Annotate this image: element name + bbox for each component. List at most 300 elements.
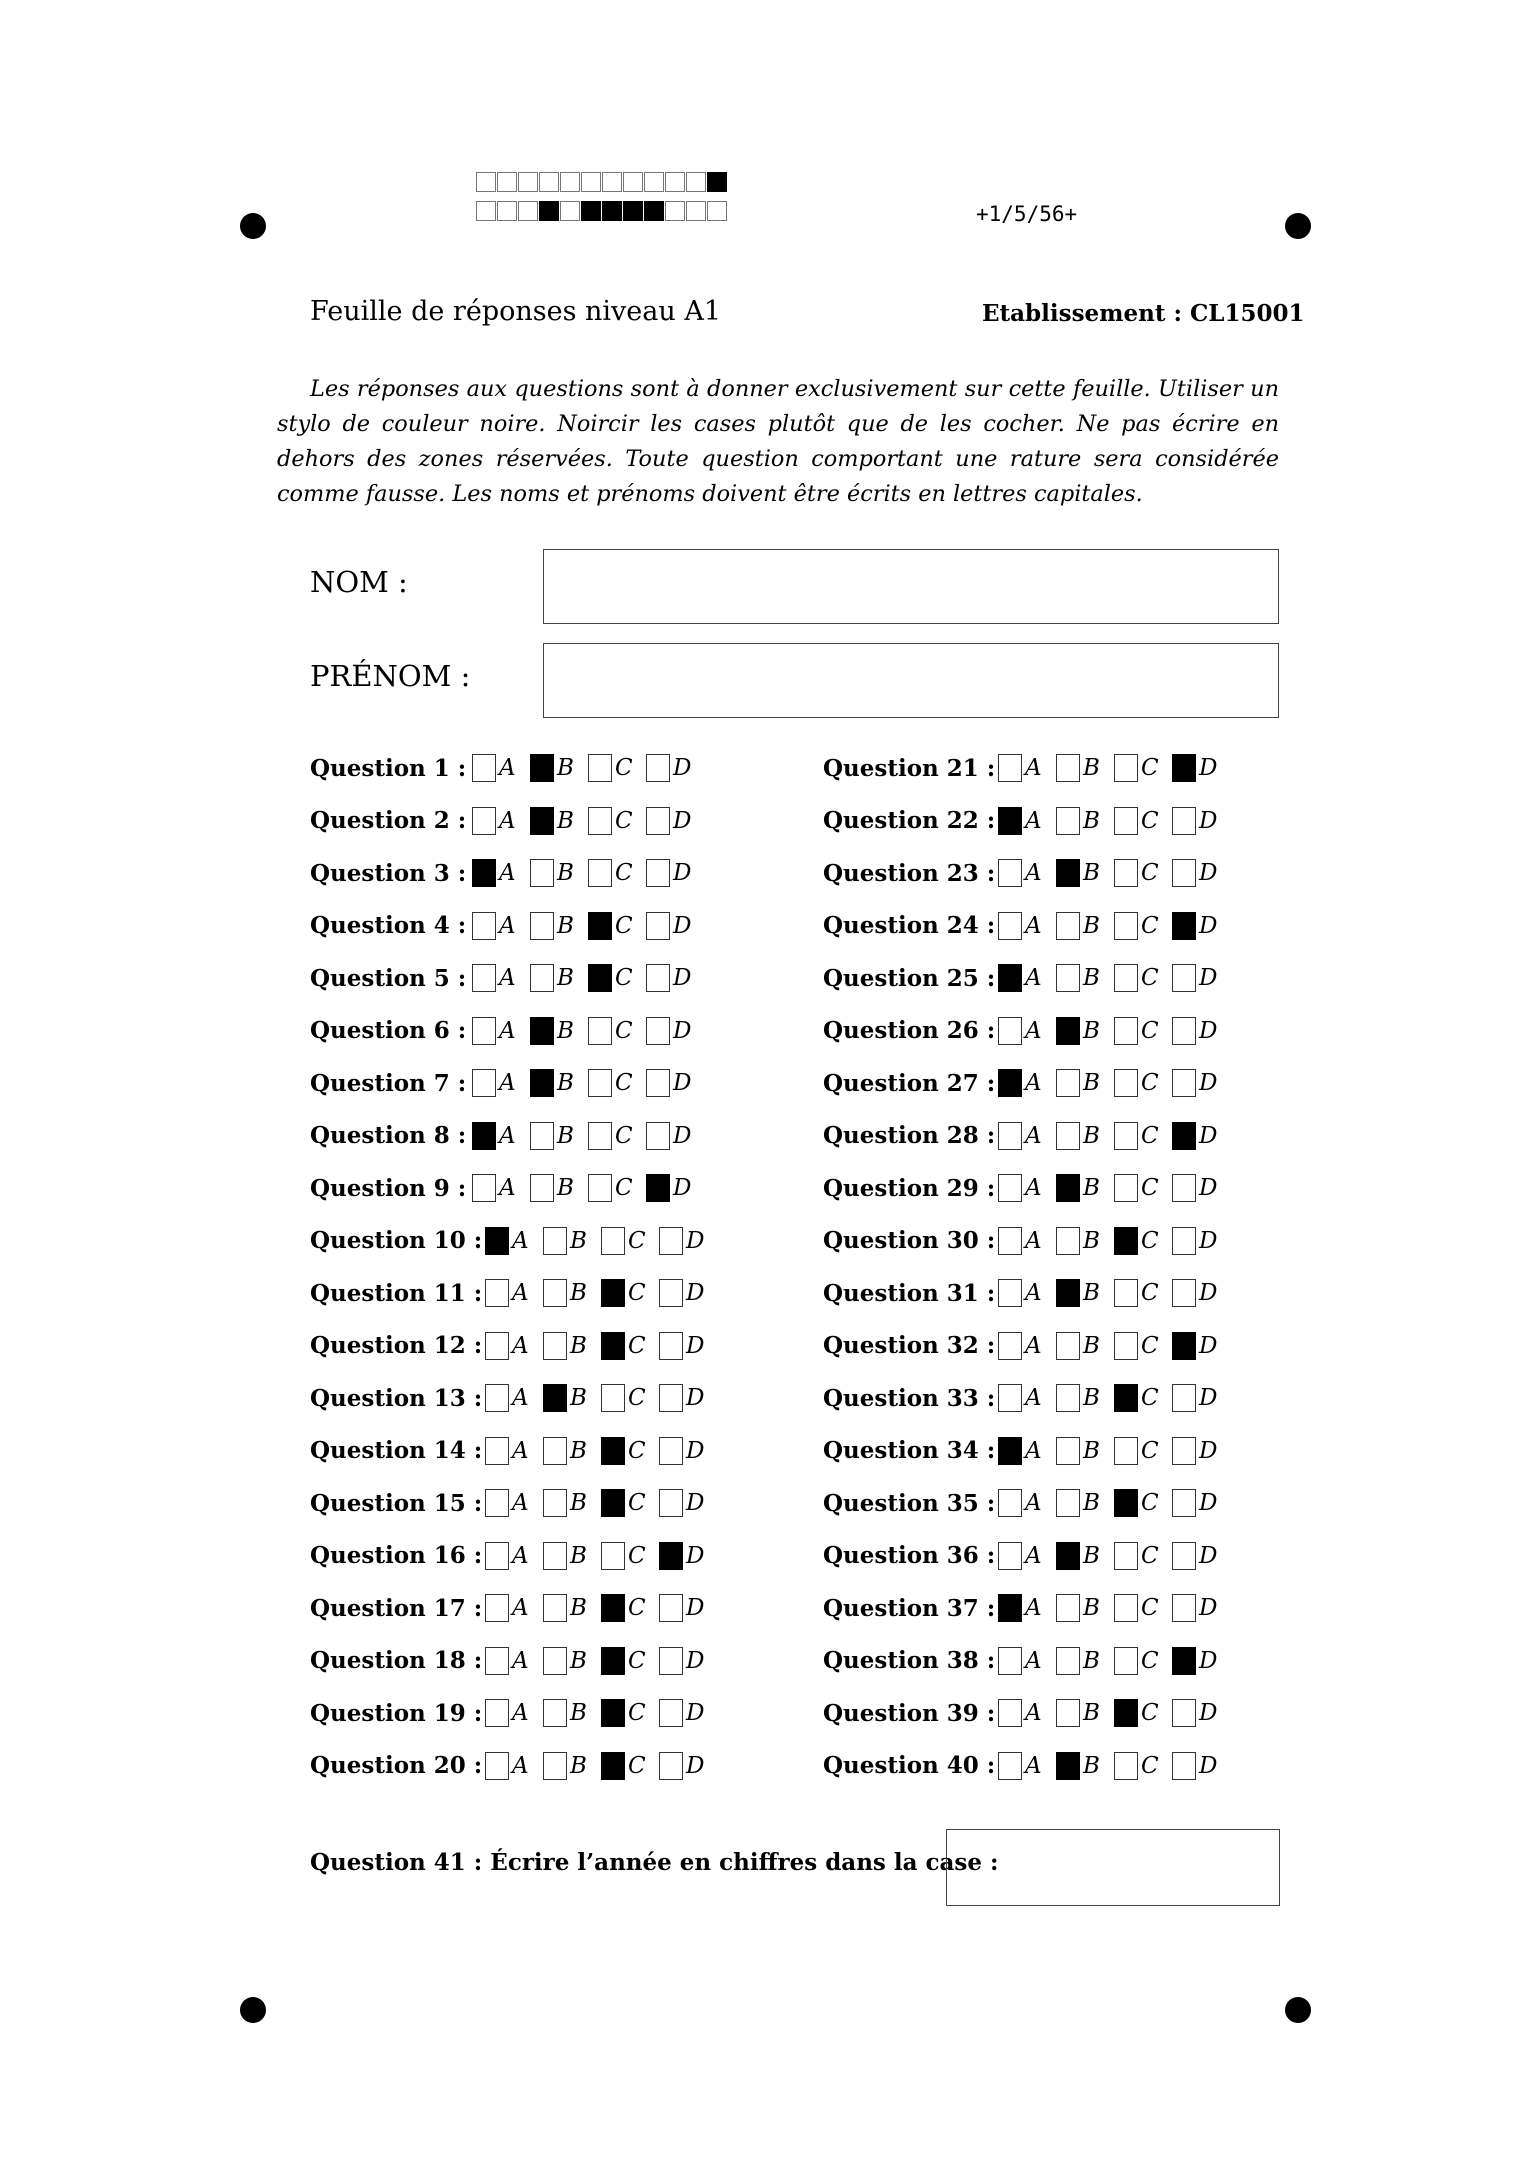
answer-checkbox[interactable]: [543, 1752, 567, 1780]
answer-option-b[interactable]: [1056, 1752, 1105, 1780]
answer-option-a[interactable]: [485, 1594, 534, 1622]
answer-option-c[interactable]: [601, 1384, 650, 1412]
answer-checkbox[interactable]: [1114, 1384, 1138, 1412]
answer-checkbox[interactable]: [1114, 1489, 1138, 1517]
answer-checkbox[interactable]: [601, 1594, 625, 1622]
answer-checkbox[interactable]: [1172, 1594, 1196, 1622]
answer-checkbox[interactable]: [472, 754, 496, 782]
answer-option-d[interactable]: [1172, 1752, 1221, 1780]
answer-option-d[interactable]: [646, 1174, 695, 1202]
answer-option-a[interactable]: [998, 1384, 1047, 1412]
answer-checkbox[interactable]: [1114, 1699, 1138, 1727]
answer-checkbox[interactable]: [485, 1699, 509, 1727]
answer-option-a[interactable]: [472, 1174, 521, 1202]
answer-checkbox[interactable]: [998, 912, 1022, 940]
answer-option-c[interactable]: [601, 1332, 650, 1360]
answer-option-d[interactable]: [1172, 964, 1221, 992]
answer-option-b[interactable]: [530, 754, 579, 782]
answer-option-d[interactable]: [1172, 754, 1221, 782]
answer-option-d[interactable]: [1172, 1227, 1221, 1255]
answer-option-b[interactable]: [1056, 1594, 1105, 1622]
answer-checkbox[interactable]: [1172, 1122, 1196, 1150]
answer-option-a[interactable]: [472, 964, 521, 992]
answer-option-a[interactable]: [472, 1017, 521, 1045]
answer-option-c[interactable]: [1114, 1594, 1163, 1622]
answer-checkbox[interactable]: [530, 1122, 554, 1150]
answer-option-a[interactable]: [472, 912, 521, 940]
answer-checkbox[interactable]: [646, 1017, 670, 1045]
answer-option-b[interactable]: [543, 1647, 592, 1675]
answer-option-c[interactable]: [601, 1489, 650, 1517]
answer-checkbox[interactable]: [1172, 1437, 1196, 1465]
answer-checkbox[interactable]: [601, 1279, 625, 1307]
answer-checkbox[interactable]: [1172, 1542, 1196, 1570]
answer-option-c[interactable]: [1114, 1017, 1163, 1045]
answer-option-c[interactable]: [1114, 1647, 1163, 1675]
answer-checkbox[interactable]: [1114, 1122, 1138, 1150]
answer-checkbox[interactable]: [1056, 859, 1080, 887]
answer-checkbox[interactable]: [659, 1227, 683, 1255]
answer-checkbox[interactable]: [1056, 1647, 1080, 1675]
answer-checkbox[interactable]: [646, 754, 670, 782]
answer-checkbox[interactable]: [646, 964, 670, 992]
answer-checkbox[interactable]: [1056, 964, 1080, 992]
answer-option-d[interactable]: [646, 754, 695, 782]
answer-checkbox[interactable]: [588, 754, 612, 782]
answer-checkbox[interactable]: [1172, 1332, 1196, 1360]
answer-option-c[interactable]: [601, 1752, 650, 1780]
answer-option-d[interactable]: [659, 1279, 708, 1307]
answer-option-c[interactable]: [588, 912, 637, 940]
answer-checkbox[interactable]: [588, 807, 612, 835]
answer-option-b[interactable]: [1056, 1699, 1105, 1727]
prenom-field[interactable]: [543, 643, 1279, 718]
answer-checkbox[interactable]: [998, 1384, 1022, 1412]
answer-checkbox[interactable]: [485, 1384, 509, 1412]
answer-checkbox[interactable]: [998, 1069, 1022, 1097]
answer-option-d[interactable]: [646, 912, 695, 940]
answer-checkbox[interactable]: [1056, 1332, 1080, 1360]
answer-checkbox[interactable]: [1056, 1489, 1080, 1517]
answer-checkbox[interactable]: [1114, 1069, 1138, 1097]
answer-checkbox[interactable]: [998, 1437, 1022, 1465]
answer-option-d[interactable]: [659, 1489, 708, 1517]
answer-option-c[interactable]: [1114, 1384, 1163, 1412]
answer-checkbox[interactable]: [1114, 912, 1138, 940]
answer-option-d[interactable]: [1172, 1279, 1221, 1307]
answer-option-c[interactable]: [1114, 964, 1163, 992]
answer-option-b[interactable]: [1056, 1069, 1105, 1097]
answer-option-b[interactable]: [1056, 807, 1105, 835]
answer-checkbox[interactable]: [1056, 1594, 1080, 1622]
answer-option-d[interactable]: [646, 1069, 695, 1097]
answer-option-c[interactable]: [588, 1017, 637, 1045]
answer-option-c[interactable]: [588, 859, 637, 887]
answer-checkbox[interactable]: [1056, 1279, 1080, 1307]
answer-checkbox[interactable]: [1056, 754, 1080, 782]
answer-checkbox[interactable]: [1056, 1017, 1080, 1045]
answer-checkbox[interactable]: [646, 912, 670, 940]
answer-option-a[interactable]: [485, 1437, 534, 1465]
answer-checkbox[interactable]: [472, 1069, 496, 1097]
answer-option-b[interactable]: [1056, 1227, 1105, 1255]
answer-checkbox[interactable]: [1172, 1489, 1196, 1517]
answer-checkbox[interactable]: [1172, 1174, 1196, 1202]
answer-checkbox[interactable]: [588, 1174, 612, 1202]
answer-checkbox[interactable]: [659, 1594, 683, 1622]
answer-option-b[interactable]: [543, 1332, 592, 1360]
answer-checkbox[interactable]: [472, 1122, 496, 1150]
answer-checkbox[interactable]: [472, 859, 496, 887]
answer-option-a[interactable]: [485, 1384, 534, 1412]
answer-option-c[interactable]: [1114, 1227, 1163, 1255]
answer-option-c[interactable]: [1114, 912, 1163, 940]
answer-checkbox[interactable]: [472, 964, 496, 992]
answer-option-a[interactable]: [485, 1489, 534, 1517]
answer-checkbox[interactable]: [659, 1384, 683, 1412]
answer-option-b[interactable]: [1056, 1384, 1105, 1412]
answer-checkbox[interactable]: [998, 1752, 1022, 1780]
answer-checkbox[interactable]: [1172, 1227, 1196, 1255]
answer-checkbox[interactable]: [998, 1699, 1022, 1727]
answer-checkbox[interactable]: [1172, 1279, 1196, 1307]
answer-checkbox[interactable]: [998, 859, 1022, 887]
answer-option-a[interactable]: [998, 807, 1047, 835]
answer-option-b[interactable]: [530, 1017, 579, 1045]
answer-checkbox[interactable]: [998, 1594, 1022, 1622]
answer-checkbox[interactable]: [472, 1174, 496, 1202]
answer-option-b[interactable]: [530, 807, 579, 835]
answer-option-d[interactable]: [646, 1122, 695, 1150]
answer-checkbox[interactable]: [1114, 1174, 1138, 1202]
answer-checkbox[interactable]: [543, 1594, 567, 1622]
answer-option-c[interactable]: [1114, 1437, 1163, 1465]
answer-checkbox[interactable]: [601, 1752, 625, 1780]
answer-checkbox[interactable]: [659, 1699, 683, 1727]
answer-checkbox[interactable]: [1056, 1752, 1080, 1780]
answer-checkbox[interactable]: [543, 1227, 567, 1255]
answer-checkbox[interactable]: [588, 859, 612, 887]
answer-option-d[interactable]: [646, 964, 695, 992]
answer-option-c[interactable]: [1114, 807, 1163, 835]
answer-option-b[interactable]: [1056, 1647, 1105, 1675]
answer-option-b[interactable]: [543, 1699, 592, 1727]
answer-option-a[interactable]: [998, 1174, 1047, 1202]
answer-checkbox[interactable]: [472, 912, 496, 940]
answer-option-b[interactable]: [1056, 912, 1105, 940]
answer-option-a[interactable]: [998, 1594, 1047, 1622]
answer-option-d[interactable]: [1172, 859, 1221, 887]
answer-checkbox[interactable]: [543, 1647, 567, 1675]
answer-checkbox[interactable]: [659, 1752, 683, 1780]
answer-option-b[interactable]: [1056, 1122, 1105, 1150]
answer-option-c[interactable]: [601, 1594, 650, 1622]
answer-option-b[interactable]: [1056, 1542, 1105, 1570]
answer-option-b[interactable]: [1056, 1332, 1105, 1360]
answer-checkbox[interactable]: [1056, 912, 1080, 940]
answer-checkbox[interactable]: [646, 1174, 670, 1202]
answer-checkbox[interactable]: [1114, 1542, 1138, 1570]
answer-checkbox[interactable]: [485, 1279, 509, 1307]
answer-option-a[interactable]: [998, 964, 1047, 992]
answer-option-b[interactable]: [530, 1069, 579, 1097]
answer-option-d[interactable]: [1172, 807, 1221, 835]
answer-checkbox[interactable]: [485, 1332, 509, 1360]
answer-checkbox[interactable]: [530, 859, 554, 887]
answer-option-b[interactable]: [530, 1122, 579, 1150]
question-41-field[interactable]: [946, 1829, 1280, 1906]
answer-option-c[interactable]: [588, 1174, 637, 1202]
answer-checkbox[interactable]: [601, 1542, 625, 1570]
answer-option-a[interactable]: [472, 754, 521, 782]
answer-checkbox[interactable]: [543, 1489, 567, 1517]
answer-checkbox[interactable]: [998, 1647, 1022, 1675]
answer-option-d[interactable]: [1172, 1017, 1221, 1045]
answer-option-a[interactable]: [472, 859, 521, 887]
answer-option-a[interactable]: [998, 1069, 1047, 1097]
answer-checkbox[interactable]: [1056, 1069, 1080, 1097]
answer-option-d[interactable]: [1172, 1594, 1221, 1622]
answer-option-b[interactable]: [543, 1279, 592, 1307]
answer-checkbox[interactable]: [1114, 1752, 1138, 1780]
answer-checkbox[interactable]: [485, 1594, 509, 1622]
answer-option-b[interactable]: [1056, 754, 1105, 782]
answer-option-d[interactable]: [659, 1384, 708, 1412]
answer-option-a[interactable]: [998, 1017, 1047, 1045]
answer-checkbox[interactable]: [646, 859, 670, 887]
answer-checkbox[interactable]: [485, 1542, 509, 1570]
answer-checkbox[interactable]: [543, 1332, 567, 1360]
answer-checkbox[interactable]: [530, 1069, 554, 1097]
answer-checkbox[interactable]: [543, 1437, 567, 1465]
answer-option-d[interactable]: [646, 807, 695, 835]
answer-option-c[interactable]: [1114, 1489, 1163, 1517]
answer-option-a[interactable]: [998, 1752, 1047, 1780]
answer-checkbox[interactable]: [588, 912, 612, 940]
answer-option-d[interactable]: [1172, 1332, 1221, 1360]
answer-checkbox[interactable]: [1114, 1437, 1138, 1465]
answer-option-a[interactable]: [998, 1122, 1047, 1150]
answer-checkbox[interactable]: [659, 1489, 683, 1517]
answer-option-b[interactable]: [1056, 1174, 1105, 1202]
answer-checkbox[interactable]: [998, 1122, 1022, 1150]
answer-checkbox[interactable]: [1056, 1384, 1080, 1412]
answer-checkbox[interactable]: [543, 1699, 567, 1727]
answer-checkbox[interactable]: [530, 1174, 554, 1202]
answer-option-c[interactable]: [601, 1542, 650, 1570]
answer-checkbox[interactable]: [659, 1279, 683, 1307]
answer-option-a[interactable]: [998, 1437, 1047, 1465]
answer-option-a[interactable]: [485, 1699, 534, 1727]
answer-checkbox[interactable]: [588, 1122, 612, 1150]
answer-checkbox[interactable]: [601, 1437, 625, 1465]
answer-option-d[interactable]: [1172, 1384, 1221, 1412]
answer-option-b[interactable]: [1056, 1489, 1105, 1517]
answer-option-b[interactable]: [1056, 964, 1105, 992]
answer-option-b[interactable]: [530, 964, 579, 992]
answer-checkbox[interactable]: [659, 1542, 683, 1570]
answer-option-d[interactable]: [1172, 1174, 1221, 1202]
answer-checkbox[interactable]: [1114, 1647, 1138, 1675]
answer-option-c[interactable]: [601, 1699, 650, 1727]
answer-checkbox[interactable]: [601, 1699, 625, 1727]
answer-option-a[interactable]: [998, 1699, 1047, 1727]
answer-checkbox[interactable]: [1172, 1069, 1196, 1097]
answer-option-c[interactable]: [1114, 859, 1163, 887]
answer-checkbox[interactable]: [485, 1437, 509, 1465]
answer-option-d[interactable]: [659, 1647, 708, 1675]
answer-option-c[interactable]: [1114, 1542, 1163, 1570]
answer-checkbox[interactable]: [1114, 1279, 1138, 1307]
answer-option-a[interactable]: [485, 1279, 534, 1307]
answer-checkbox[interactable]: [1172, 1647, 1196, 1675]
answer-checkbox[interactable]: [530, 912, 554, 940]
answer-option-c[interactable]: [1114, 1279, 1163, 1307]
answer-checkbox[interactable]: [1056, 1542, 1080, 1570]
answer-option-c[interactable]: [601, 1227, 650, 1255]
answer-checkbox[interactable]: [485, 1489, 509, 1517]
answer-option-a[interactable]: [998, 754, 1047, 782]
answer-checkbox[interactable]: [998, 754, 1022, 782]
answer-option-a[interactable]: [998, 1489, 1047, 1517]
answer-option-c[interactable]: [588, 1122, 637, 1150]
answer-checkbox[interactable]: [601, 1384, 625, 1412]
answer-checkbox[interactable]: [998, 1227, 1022, 1255]
answer-option-d[interactable]: [1172, 1699, 1221, 1727]
answer-option-d[interactable]: [1172, 1542, 1221, 1570]
answer-option-c[interactable]: [1114, 1174, 1163, 1202]
answer-checkbox[interactable]: [1114, 1227, 1138, 1255]
answer-option-d[interactable]: [646, 859, 695, 887]
answer-option-d[interactable]: [659, 1594, 708, 1622]
answer-checkbox[interactable]: [998, 1542, 1022, 1570]
answer-option-b[interactable]: [1056, 1017, 1105, 1045]
answer-checkbox[interactable]: [998, 1017, 1022, 1045]
answer-checkbox[interactable]: [1114, 1017, 1138, 1045]
answer-option-c[interactable]: [588, 964, 637, 992]
answer-checkbox[interactable]: [1114, 1332, 1138, 1360]
answer-checkbox[interactable]: [543, 1384, 567, 1412]
answer-option-d[interactable]: [659, 1699, 708, 1727]
answer-option-a[interactable]: [485, 1752, 534, 1780]
answer-checkbox[interactable]: [998, 1174, 1022, 1202]
answer-option-c[interactable]: [1114, 1069, 1163, 1097]
answer-checkbox[interactable]: [588, 1017, 612, 1045]
answer-option-c[interactable]: [1114, 1699, 1163, 1727]
answer-option-b[interactable]: [543, 1227, 592, 1255]
answer-checkbox[interactable]: [646, 1069, 670, 1097]
answer-checkbox[interactable]: [646, 1122, 670, 1150]
answer-option-b[interactable]: [1056, 1279, 1105, 1307]
answer-option-a[interactable]: [998, 1227, 1047, 1255]
answer-checkbox[interactable]: [659, 1437, 683, 1465]
nom-field[interactable]: [543, 549, 1279, 624]
answer-option-b[interactable]: [543, 1542, 592, 1570]
answer-option-b[interactable]: [543, 1594, 592, 1622]
answer-checkbox[interactable]: [998, 807, 1022, 835]
answer-option-d[interactable]: [659, 1437, 708, 1465]
answer-option-c[interactable]: [601, 1279, 650, 1307]
answer-option-a[interactable]: [998, 859, 1047, 887]
answer-option-b[interactable]: [530, 859, 579, 887]
answer-option-d[interactable]: [659, 1332, 708, 1360]
answer-checkbox[interactable]: [1056, 1122, 1080, 1150]
answer-checkbox[interactable]: [1172, 912, 1196, 940]
answer-checkbox[interactable]: [472, 1017, 496, 1045]
answer-option-b[interactable]: [543, 1384, 592, 1412]
answer-checkbox[interactable]: [601, 1332, 625, 1360]
answer-option-c[interactable]: [1114, 1752, 1163, 1780]
answer-option-d[interactable]: [646, 1017, 695, 1045]
answer-option-c[interactable]: [1114, 1332, 1163, 1360]
answer-option-a[interactable]: [485, 1332, 534, 1360]
answer-checkbox[interactable]: [543, 1542, 567, 1570]
answer-option-c[interactable]: [588, 1069, 637, 1097]
answer-checkbox[interactable]: [485, 1647, 509, 1675]
answer-option-a[interactable]: [998, 1542, 1047, 1570]
answer-option-d[interactable]: [1172, 1647, 1221, 1675]
answer-checkbox[interactable]: [1114, 1594, 1138, 1622]
answer-checkbox[interactable]: [659, 1332, 683, 1360]
answer-checkbox[interactable]: [485, 1227, 509, 1255]
answer-checkbox[interactable]: [998, 1332, 1022, 1360]
answer-option-a[interactable]: [998, 912, 1047, 940]
answer-checkbox[interactable]: [1114, 964, 1138, 992]
answer-option-a[interactable]: [485, 1227, 534, 1255]
answer-checkbox[interactable]: [530, 754, 554, 782]
answer-option-d[interactable]: [1172, 912, 1221, 940]
answer-checkbox[interactable]: [1172, 859, 1196, 887]
answer-option-d[interactable]: [659, 1227, 708, 1255]
answer-checkbox[interactable]: [1114, 807, 1138, 835]
answer-option-a[interactable]: [485, 1647, 534, 1675]
answer-option-a[interactable]: [472, 807, 521, 835]
answer-option-a[interactable]: [998, 1647, 1047, 1675]
answer-option-d[interactable]: [1172, 1437, 1221, 1465]
answer-checkbox[interactable]: [530, 1017, 554, 1045]
answer-checkbox[interactable]: [1056, 1437, 1080, 1465]
answer-checkbox[interactable]: [472, 807, 496, 835]
answer-checkbox[interactable]: [1114, 859, 1138, 887]
answer-checkbox[interactable]: [601, 1489, 625, 1517]
answer-option-a[interactable]: [472, 1122, 521, 1150]
answer-checkbox[interactable]: [485, 1752, 509, 1780]
answer-option-c[interactable]: [588, 807, 637, 835]
answer-checkbox[interactable]: [1172, 1384, 1196, 1412]
answer-option-a[interactable]: [998, 1332, 1047, 1360]
answer-option-d[interactable]: [659, 1752, 708, 1780]
answer-checkbox[interactable]: [1172, 807, 1196, 835]
answer-option-b[interactable]: [1056, 859, 1105, 887]
answer-option-a[interactable]: [472, 1069, 521, 1097]
answer-checkbox[interactable]: [530, 807, 554, 835]
answer-checkbox[interactable]: [646, 807, 670, 835]
answer-checkbox[interactable]: [1056, 1174, 1080, 1202]
answer-checkbox[interactable]: [588, 1069, 612, 1097]
answer-checkbox[interactable]: [1172, 1752, 1196, 1780]
answer-checkbox[interactable]: [1056, 1227, 1080, 1255]
answer-checkbox[interactable]: [1172, 1699, 1196, 1727]
answer-checkbox[interactable]: [1172, 964, 1196, 992]
answer-option-b[interactable]: [1056, 1437, 1105, 1465]
answer-checkbox[interactable]: [998, 1489, 1022, 1517]
answer-checkbox[interactable]: [998, 964, 1022, 992]
answer-checkbox[interactable]: [1056, 1699, 1080, 1727]
answer-checkbox[interactable]: [1172, 754, 1196, 782]
answer-option-d[interactable]: [1172, 1122, 1221, 1150]
answer-option-c[interactable]: [588, 754, 637, 782]
answer-option-a[interactable]: [485, 1542, 534, 1570]
